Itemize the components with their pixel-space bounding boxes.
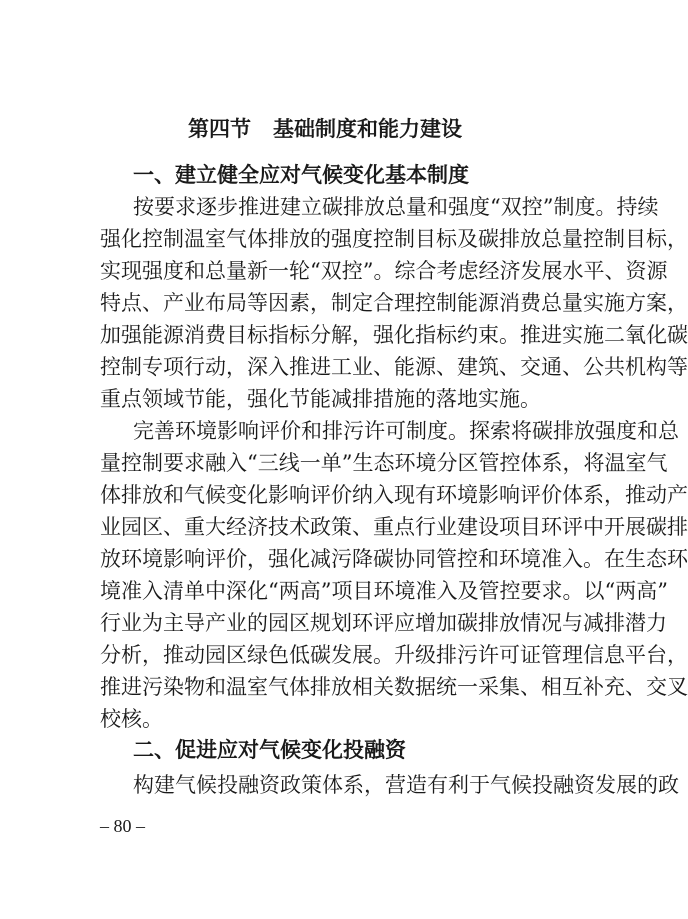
text-line: 校核。 [100, 707, 163, 731]
section-name: 基础制度和能力建设 [273, 117, 462, 141]
section-title [0, 114, 650, 144]
text-line: 体排放和气候变化影响评价纳入现有环境影响评价体系，推动产 [100, 483, 688, 507]
page-number: – 80 – [100, 816, 145, 836]
text-line: 业园区、重大经济技术政策、重点行业建设项目环评中开展碳排 [100, 515, 688, 539]
text-line: 加强能源消费目标指标分解，强化指标约束。推进实施二氧化碳 [100, 323, 688, 347]
paragraph-2 [100, 415, 688, 735]
paragraph-3 [100, 769, 679, 801]
text-line: 分析，推动园区绿色低碳发展。升级排污许可证管理信息平台， [100, 643, 688, 667]
text-line: 行业为主导产业的园区规划环评应增加碳排放情况与减排潜力 [100, 611, 667, 635]
text-line: 实现强度和总量新一轮“双控”。综合考虑经济发展水平、资源 [100, 259, 668, 283]
text-line: 放环境影响评价，强化减污降碳协同管控和环境准入。在生态环 [100, 547, 688, 571]
paragraph-1 [100, 191, 688, 415]
text-line: 境准入清单中深化“两高”项目环境准入及管控要求。以“两高” [100, 579, 668, 603]
text-line: 量控制要求融入“三线一单”生态环境分区管控体系，将温室气 [100, 451, 668, 475]
text-line: 构建气候投融资政策体系，营造有利于气候投融资发展的政 [133, 773, 679, 797]
text-line: 完善环境影响评价和排污许可制度。探索将碳排放强度和总 [133, 419, 679, 443]
text-line: 特点、产业布局等因素，制定合理控制能源消费总量实施方案， [100, 291, 688, 315]
text-line: 按要求逐步推进建立碳排放总量和强度“双控”制度。持续 [133, 195, 659, 219]
text-line: 强化控制温室气体排放的强度控制目标及碳排放总量控制目标， [100, 227, 688, 251]
heading-2: 二、促进应对气候变化投融资 [133, 738, 406, 762]
section-number: 第四节 [188, 117, 251, 141]
text-line: 控制专项行动，深入推进工业、能源、建筑、交通、公共机构等 [100, 355, 688, 379]
text-line: 重点领域节能，强化节能减排措施的落地实施。 [100, 387, 541, 411]
text-line: 推进污染物和温室气体排放相关数据统一采集、相互补充、交叉 [100, 675, 688, 699]
heading-1: 一、建立健全应对气候变化基本制度 [133, 163, 469, 187]
body-text [100, 191, 688, 735]
